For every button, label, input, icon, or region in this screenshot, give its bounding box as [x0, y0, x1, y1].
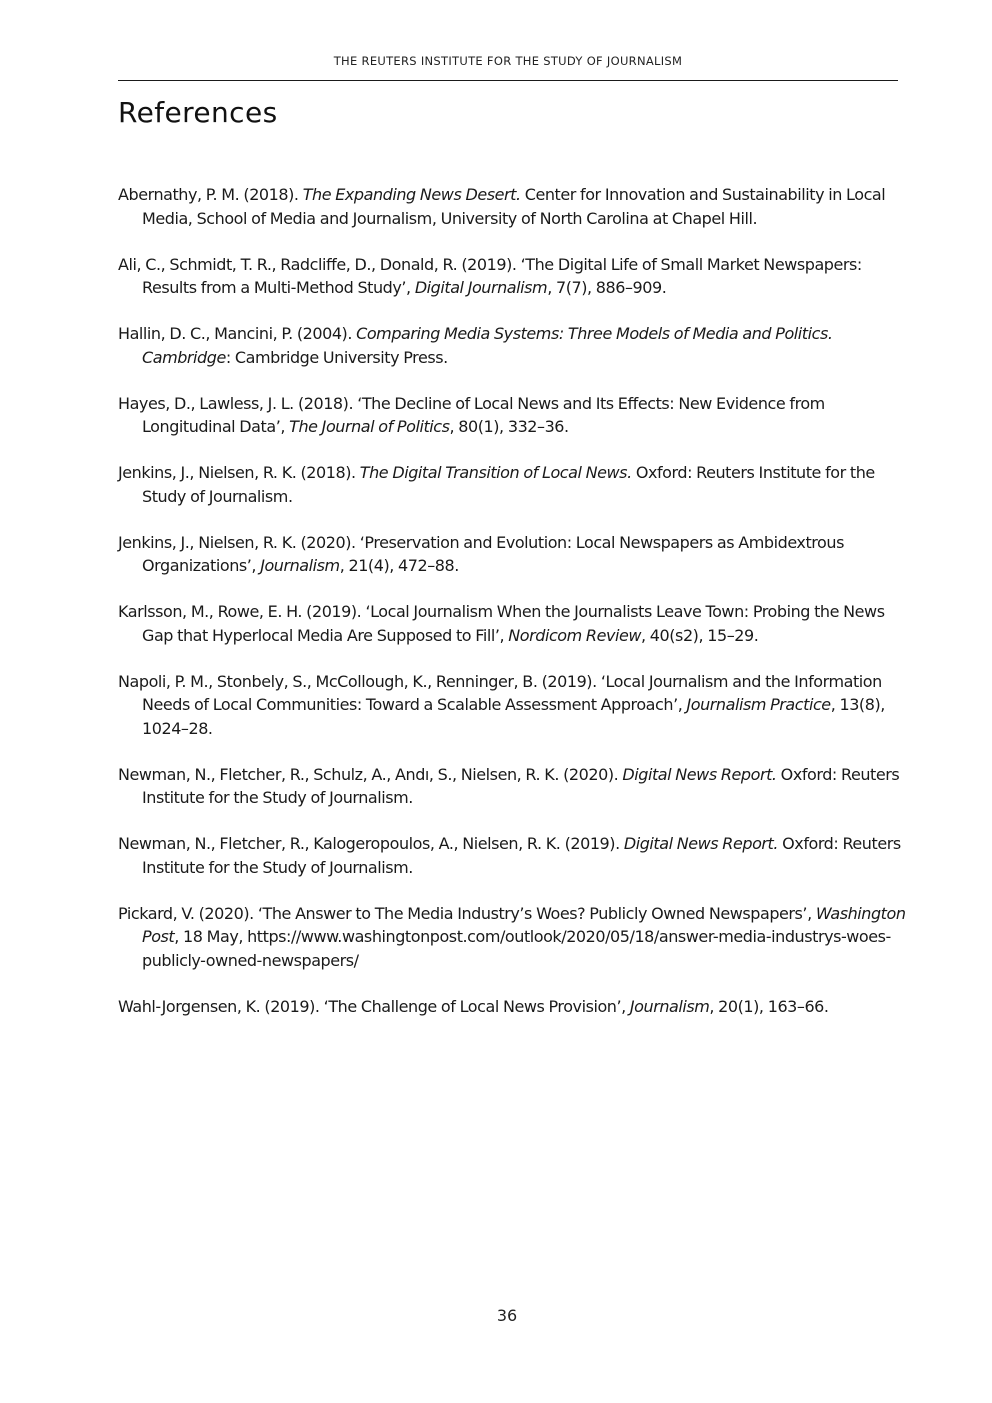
reference-item — [118, 531, 908, 578]
reference-title-italic: Nordicom Review — [508, 625, 642, 645]
reference-text: : Cambridge University Press. — [225, 347, 448, 367]
reference-text: Newman, N., Fletcher, R., Schulz, A., Andı, S., Nielsen, R. K. (2020). — [118, 764, 623, 784]
reference-text: Oxford: Reuters Institute for the Study of Journalism. — [142, 463, 875, 506]
reference-text: Jenkins, J., Nielsen, R. K. (2018). — [118, 463, 360, 482]
reference-text: Newman, N., Fletcher, R., Kalogeropoulos, A., Nielsen, R. K. (2019). — [118, 834, 624, 853]
reference-text: Ali, C., Schmidt, T. R., Radcliffe, D., Donald, R. (2019). ‘The Digital Life of Small Market Newspapers: Results from a Multi-Method Study’, — [118, 254, 862, 297]
reference-item — [118, 322, 908, 369]
reference-title-italic: Digital Journalism — [414, 278, 548, 297]
reference-text: , 40(s2), 15–29. — [641, 625, 759, 645]
reference-text: , 80(1), 332–36. — [449, 417, 569, 436]
reference-title-italic: Journalism Practice — [686, 695, 831, 714]
reference-title-italic: Digital News Report. — [623, 834, 779, 853]
reference-text: Wahl-Jorgensen, K. (2019). ‘The Challenge of Local News Provision’, — [118, 996, 630, 1016]
reference-item — [118, 763, 908, 810]
reference-title-italic: Comparing Media Systems: Three Models of Media and Politics. Cambridge — [142, 324, 833, 367]
reference-text: , 21(4), 472–88. — [339, 556, 459, 575]
running-header: THE REUTERS INSTITUTE FOR THE STUDY OF JOURNALISM — [333, 54, 683, 68]
reference-item — [118, 183, 908, 230]
reference-title-italic: Digital News Report. — [622, 764, 777, 784]
reference-title-italic: The Expanding News Desert. — [302, 185, 521, 204]
reference-title-italic: Journalism — [260, 556, 340, 575]
reference-title-italic: The Digital Transition of Local News. — [359, 463, 632, 482]
reference-text: Pickard, V. (2020). ‘The Answer to The Media Industry’s Woes? Publicly Owned Newspapers’, — [118, 903, 816, 923]
reference-text: Napoli, P. M., Stonbely, S., McCollough, K., Renninger, B. (2019). ‘Local Journalism and the Information Needs of Local Communities: Toward a Scalable Assessment Approach’, — [118, 671, 882, 714]
reference-text: Karlsson, M., Rowe, E. H. (2019). ‘Local Journalism When the Journalists Leave Town: Probing the News Gap that Hyperlocal Media Are Supposed to Fill’, — [118, 602, 885, 645]
reference-item — [118, 902, 908, 973]
reference-item — [118, 832, 908, 879]
page-number: 36 — [496, 1306, 518, 1325]
reference-text: Oxford: Reuters Institute for the Study of Journalism. — [142, 764, 900, 807]
reference-text: Abernathy, P. M. (2018). — [118, 185, 303, 204]
reference-text: , 13(8), 1024–28. — [142, 695, 885, 738]
reference-item — [118, 461, 908, 508]
reference-link[interactable]: , 18 May, https://www.washingtonpost.com/outlook/2020/05/18/answer-media-industrys-woes-publicly-owned-newspapers/ — [142, 927, 891, 970]
reference-list — [118, 183, 908, 1041]
header-divider — [118, 80, 898, 81]
reference-text: , 20(1), 163–66. — [709, 996, 829, 1016]
reference-text: Hallin, D. C., Mancini, P. (2004). — [118, 324, 357, 343]
reference-title-italic: Journalism — [629, 996, 710, 1016]
reference-item — [118, 253, 908, 300]
reference-text: Center for Innovation and Sustainability in Local Media, School of Media and Journalism, University of North Carolina at Chapel Hill. — [142, 185, 886, 228]
reference-title-italic: The Journal of Politics — [289, 417, 450, 436]
reference-title-italic: Washington Post — [142, 903, 906, 946]
reference-item — [118, 600, 908, 647]
reference-text: Oxford: Reuters Institute for the Study of Journalism. — [142, 834, 901, 877]
reference-item — [118, 670, 908, 741]
reference-item — [118, 995, 908, 1019]
reference-text: Jenkins, J., Nielsen, R. K. (2020). ‘Preservation and Evolution: Local Newspapers as Ambidextrous Organizations’, — [118, 532, 844, 575]
reference-item — [118, 392, 908, 439]
reference-text: Hayes, D., Lawless, J. L. (2018). ‘The Decline of Local News and Its Effects: New Evidence from Longitudinal Data’, — [118, 393, 825, 436]
reference-text: , 7(7), 886–909. — [547, 278, 667, 297]
page-title: References — [118, 96, 278, 129]
